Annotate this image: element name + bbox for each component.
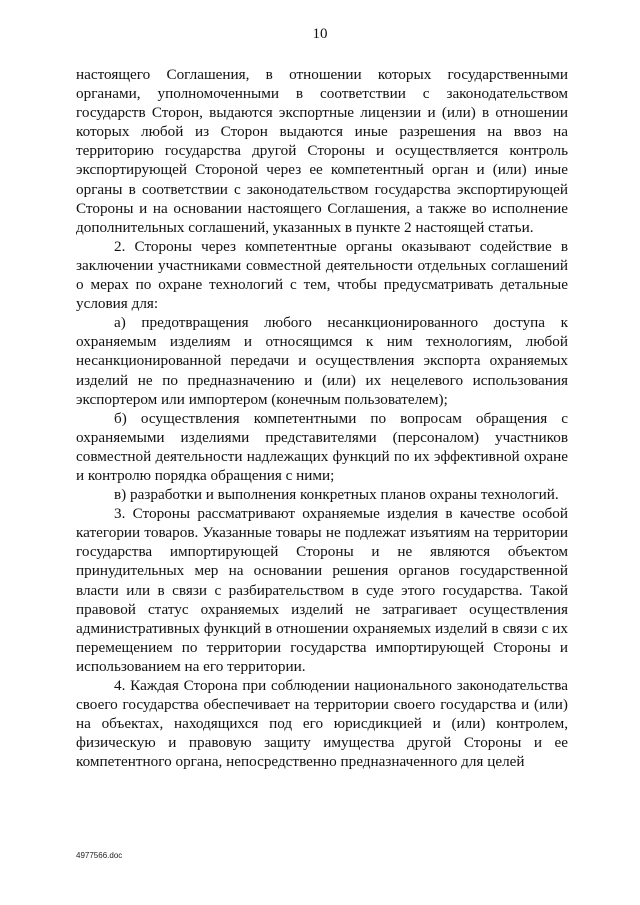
page-number: 10 [312, 26, 328, 42]
paragraph-continuation: настоящего Соглашения, в отношении которых государственными органами, уполномоченными в соответствии с законодательством государств Сторон, выдаются экспортные лицензии и (или) в отношении которых любой из Сторон выдаются иные разрешения на ввоз на территорию государства другой Стороны и осуществляется контроль экспортирующей Стороной через ее компетентный орган и (или) иные органы в соответствии с законодательством государства экспортирующей Стороны и на основании настоящего Соглашения, а также во исполнение дополнительных соглашений, указанных в пункте 2 настоящей статьи. [76, 66, 568, 236]
paragraph-subitem-v: в) разработки и выполнения конкретных планов охраны технологий. [114, 486, 559, 504]
paragraph-item-4: 4. Каждая Сторона при соблюдении национального законодательства своего государства обеспечивает на территории своего государства и (или) на объектах, находящихся под его юрисдикцией и (или) контролем, физическую и правовую защиту имущества другой Стороны и ее компетентного органа, непосредственно предназначенного для целей [76, 677, 568, 771]
paragraph-subitem-b: б) осуществления компетентными по вопросам обращения с охраняемыми изделиями представителями (персоналом) участников совместной деятельности надлежащих функций по их эффективной охране и контролю порядка обращения с ними; [76, 409, 568, 484]
paragraph-item-3: 3. Стороны рассматривают охраняемые изделия в качестве особой категории товаров. Указанные товары не подлежат изъятиям на территории государства импортирующей Стороны и не являются объектом принудительных мер на основании решения органов государственной власти или в связи с разбирательством в суде этого государства. Такой правовой статус охраняемых изделий не затрагивает осуществления административных функций в отношении охраняемых изделий в связи с их перемещением по территории государства импортирующей Стороны и использованием на его территории. [76, 505, 568, 675]
paragraph-item-2: 2. Стороны через компетентные органы оказывают содействие в заключении участниками совместной деятельности отдельных соглашений о мерах по охране технологий с тем, чтобы предусматривать детальные условия для: [76, 237, 568, 313]
footer-filename: 4977566.doc [76, 851, 123, 860]
document-body [76, 65, 568, 771]
paragraph-subitem-a: а) предотвращения любого несанкционированного доступа к охраняемым изделиям и относящимся к ним технологиям, любой несанкционированной передачи и осуществления экспорта охраняемых изделий не по предназначению и (или) их нецелевого использования экспортером или импортером (конечным пользователем); [76, 314, 568, 408]
